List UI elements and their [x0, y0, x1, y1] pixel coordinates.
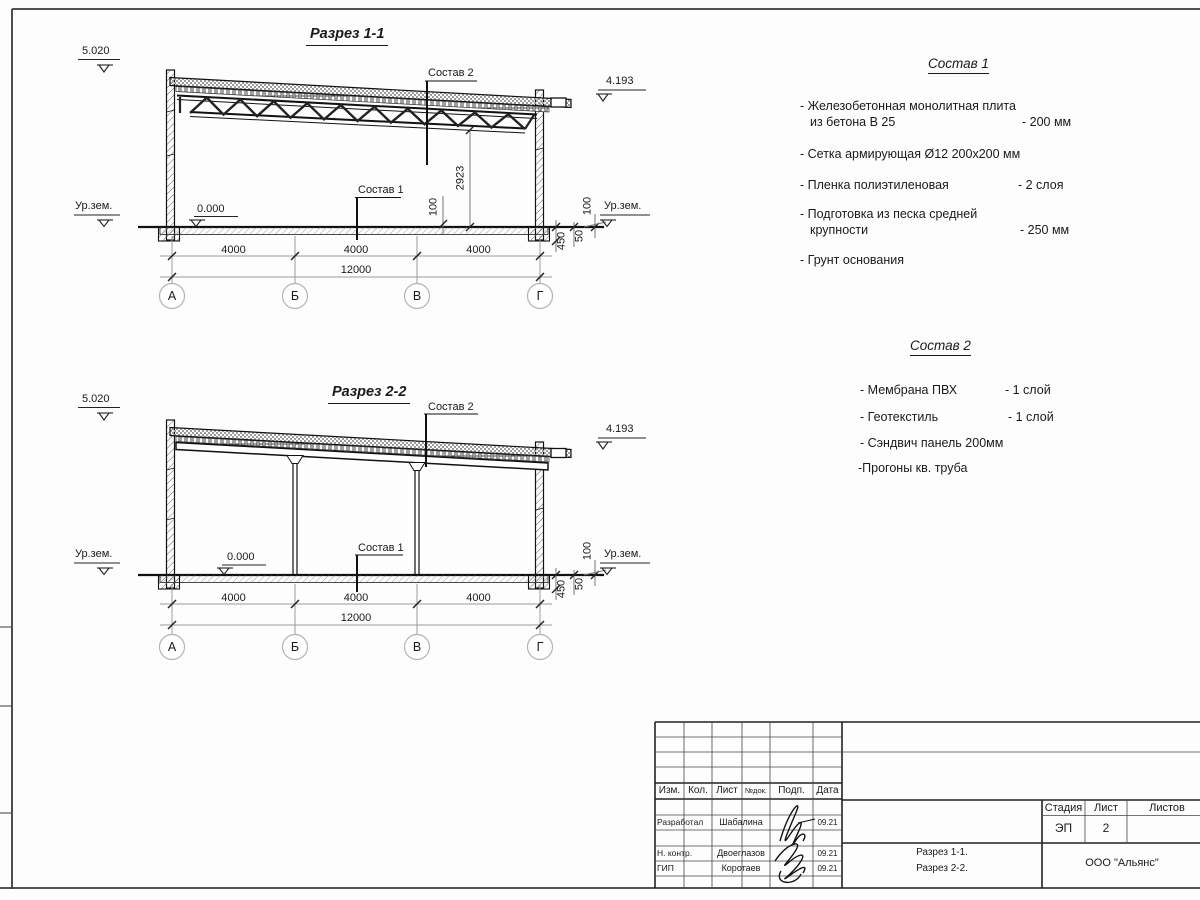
spec2-item1-value: - 1 слой	[1005, 383, 1051, 397]
dim-span-2-2: 4000	[343, 592, 369, 604]
tb-company: ООО "Альянс"	[1085, 857, 1159, 869]
spec2-item1: - Мембрана ПВХ	[860, 383, 958, 397]
spec1-item3: - Пленка полиэтиленовая	[800, 178, 949, 192]
tb-stage-value: ЭП	[1054, 821, 1073, 835]
axis-bubble-g: Г	[536, 289, 544, 303]
axis-bubble-a: А	[167, 289, 177, 303]
floor-level-mark-2: 0.000	[227, 551, 255, 563]
spec1-item1-value: - 200 мм	[1022, 115, 1072, 129]
spec1-item4-line1: - Подготовка из песка средней	[800, 207, 978, 221]
dim-span-3: 4000	[466, 244, 491, 256]
dim-100-right: 100	[581, 196, 594, 216]
dim-span-2: 4000	[343, 244, 369, 256]
leader-label-sostav2-2: Состав 2	[428, 401, 474, 413]
tb-sheets-label: Листов	[1149, 802, 1185, 814]
spec1-item4-line2: крупности	[810, 223, 869, 237]
elevation-mark-4193: 4.193	[606, 75, 634, 87]
axis-bubble-a-2: А	[167, 640, 177, 654]
spec2-item2: - Геотекстиль	[860, 410, 939, 424]
axis-bubble-v: В	[412, 289, 422, 303]
dim-total-2: 12000	[340, 612, 372, 624]
elevation-mark-5020: 5.020	[82, 45, 110, 57]
dim-span-1-2: 4000	[221, 592, 246, 604]
dim-span-1: 4000	[221, 244, 246, 256]
spec1-item1-line2: из бетона В 25	[810, 115, 896, 129]
tb-doc-title-1: Разрез 1-1.	[916, 847, 968, 858]
spec1-item3-value: - 2 слоя	[1018, 178, 1064, 192]
tb-col-izm: Изм.	[658, 785, 681, 796]
section-1-title: Разрез 1-1	[306, 26, 388, 46]
axis-bubble-g-2: Г	[536, 640, 544, 654]
axis-bubble-v-2: В	[412, 640, 422, 654]
spec2-item3: - Сэндвич панель 200мм	[860, 436, 1004, 450]
leader-label-sostav1-2: Состав 1	[358, 542, 404, 554]
floor-level-mark: 0.000	[197, 203, 225, 215]
dim-450-2: 450	[555, 579, 568, 599]
tb-col-ndok: №док.	[745, 786, 767, 795]
dim-100-mid: 100	[427, 197, 440, 217]
spec2-item2-value: - 1 слой	[1008, 410, 1054, 424]
tb-row2-date: 09.21	[817, 849, 838, 858]
spec1-item4-value: - 250 мм	[1020, 223, 1070, 237]
spec2-title: Состав 2	[910, 338, 971, 356]
dim-span-3-2: 4000	[466, 592, 491, 604]
section-2-title: Разрез 2-2	[328, 384, 410, 404]
spec2-item4: -Прогоны кв. труба	[858, 461, 968, 475]
leader-label-sostav2: Состав 2	[428, 67, 474, 79]
ground-level-label-left-2: Ур.зем.	[75, 548, 113, 560]
tb-col-list: Лист	[716, 785, 738, 796]
axis-bubble-b: Б	[290, 289, 300, 303]
elevation-mark-5020-2: 5.020	[82, 393, 110, 405]
tb-sheet-value: 2	[1102, 821, 1110, 835]
tb-row1-name: Шабалина	[719, 817, 763, 827]
spec1-item2: - Сетка армирующая Ø12 200х200 мм	[800, 147, 1021, 161]
tb-row3-name: Коротаев	[721, 863, 761, 873]
ground-level-label-right: Ур.зем.	[604, 200, 642, 212]
tb-row2-role: Н. контр.	[657, 848, 693, 858]
leader-label-sostav1: Состав 1	[358, 184, 404, 196]
dim-50-2: 50	[573, 577, 586, 591]
ground-level-label-left: Ур.зем.	[75, 200, 113, 212]
tb-row1-date: 09.21	[817, 818, 838, 827]
axis-bubble-b-2: Б	[290, 640, 300, 654]
tb-row1-role: Разработал	[657, 817, 704, 827]
spec1-item5: - Грунт основания	[800, 253, 905, 267]
spec1-title: Состав 1	[928, 56, 989, 74]
tb-stage-label: Стадия	[1044, 802, 1083, 814]
spec1-item1-line1: - Железобетонная монолитная плита	[800, 99, 1016, 113]
tb-row3-date: 09.21	[817, 864, 838, 873]
dim-total: 12000	[340, 264, 372, 276]
dim-50: 50	[573, 229, 586, 243]
tb-row3-role: ГИП	[657, 863, 674, 873]
tb-col-kol: Кол.	[688, 785, 708, 796]
ground-level-label-right-2: Ур.зем.	[604, 548, 642, 560]
tb-row2-name: Двоеглазов	[717, 848, 765, 858]
tb-doc-title-2: Разрез 2-2.	[916, 863, 968, 874]
elevation-mark-4193-2: 4.193	[606, 423, 634, 435]
tb-col-podp: Подп.	[778, 785, 805, 796]
tb-sheet-label: Лист	[1094, 802, 1118, 814]
dim-450: 450	[555, 231, 568, 251]
dim-100-right-2: 100	[581, 541, 594, 561]
signature-strokes	[775, 806, 815, 883]
dim-2923: 2923	[454, 165, 467, 191]
tb-col-data: Дата	[816, 785, 839, 796]
